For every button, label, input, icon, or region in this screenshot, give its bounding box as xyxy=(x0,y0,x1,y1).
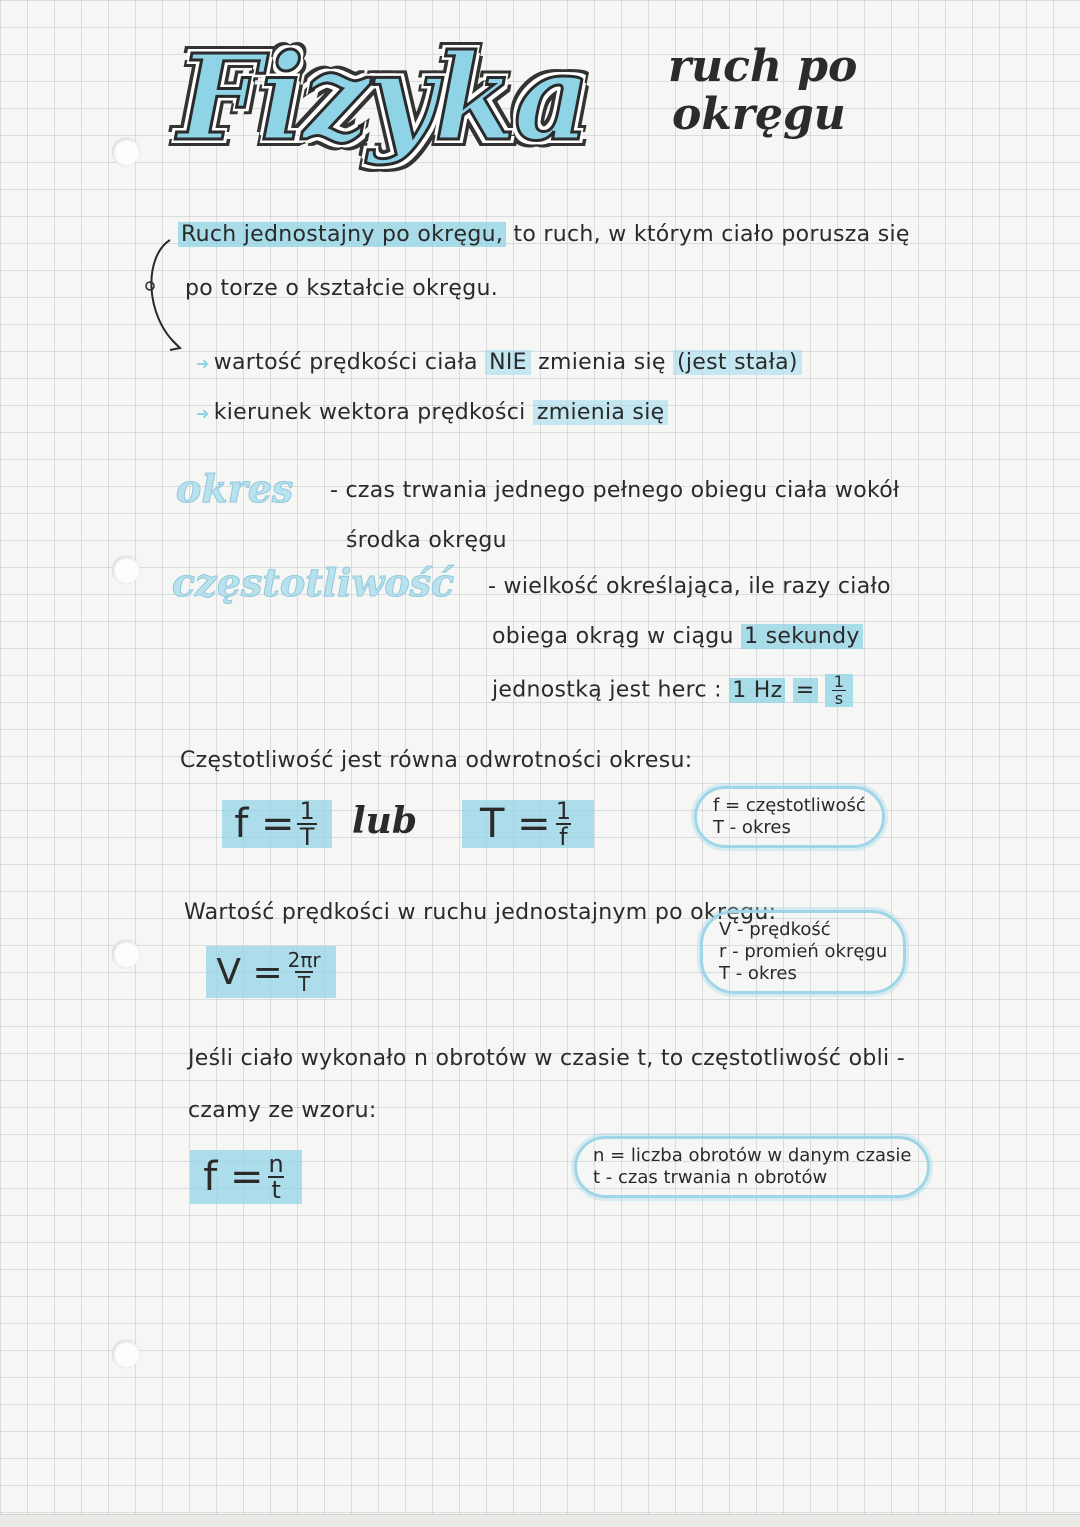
legend-cloud-revolutions: n = liczba obrotów w danym czasie t - czas trwania n obrotów xyxy=(574,1136,930,1198)
legend-cloud-frequency: f = częstotliwość T - okres xyxy=(694,786,885,848)
definition-line-1 xyxy=(178,222,910,247)
relation-heading: Częstotliwość jest równa odwrotności okresu: xyxy=(180,748,693,773)
punch-hole xyxy=(112,138,140,166)
unit-fraction: $\frac{1}{s}$ xyxy=(825,674,853,707)
okres-definition-line-1: - czas trwania jednego pełnego obiegu ciała wokół xyxy=(330,478,900,503)
legend-cloud-velocity: V - prędkość r - promień okręgu T - okres xyxy=(700,910,906,994)
arrow-right-icon: ➜ xyxy=(196,354,210,373)
formula-f-equals-n-over-t: f = $\frac{n}{t}$ xyxy=(190,1150,302,1204)
formula-velocity: V = $\frac{2\pi r}{T}$ xyxy=(206,946,336,998)
arrow-right-icon: ➜ xyxy=(196,404,210,423)
czestotliwosc-unit-line: jednostką jest herc : 1 Hz = $\frac{1}{s}$ xyxy=(492,674,853,707)
okres-definition-line-2: środka okręgu xyxy=(346,528,507,553)
frequency-text-line-2: czamy ze wzoru: xyxy=(188,1098,377,1123)
subtitle-line-2: okręgu xyxy=(672,89,846,140)
velocity-heading: Wartość prędkości w ruchu jednostajnym po okręgu: xyxy=(184,900,777,925)
title-block xyxy=(160,20,680,190)
czestotliwosc-definition-line-2: obiega okrąg w ciągu 1 sekundy xyxy=(492,624,863,649)
punch-hole xyxy=(112,556,140,584)
bullet-velocity-direction: ➜ kierunek wektora prędkości zmienia się xyxy=(196,400,668,425)
page-title: Fizyka xyxy=(178,28,589,167)
term-czestotliwosc: częstotliwość xyxy=(172,560,455,605)
punch-hole xyxy=(112,940,140,968)
frequency-text-line-1: Jeśli ciało wykonało n obrotów w czasie t, to częstotliwość obli - xyxy=(188,1046,905,1071)
bullet-velocity-value: ➜ wartość prędkości ciała NIE zmienia się (jest stała) xyxy=(196,350,802,375)
formula-T-equals-1-over-f: T = $\frac{1}{f}$ xyxy=(462,800,594,848)
formula-connector: lub xyxy=(352,800,418,842)
subtitle-line-1: ruch po xyxy=(668,41,858,92)
curved-arrow-icon xyxy=(140,236,190,366)
czestotliwosc-definition-line-1: - wielkość określająca, ile razy ciało xyxy=(488,574,891,599)
definition-rest: to ruch, w którym ciało porusza się xyxy=(506,222,910,247)
definition-highlight: Ruch jednostajny po okręgu, xyxy=(178,222,506,247)
punch-hole xyxy=(112,1340,140,1368)
definition-line-2: po torze o kształcie okręgu. xyxy=(185,276,499,301)
formula-f-equals-1-over-T: f = $\frac{1}{T}$ xyxy=(222,800,332,848)
term-okres: okres xyxy=(176,466,294,511)
